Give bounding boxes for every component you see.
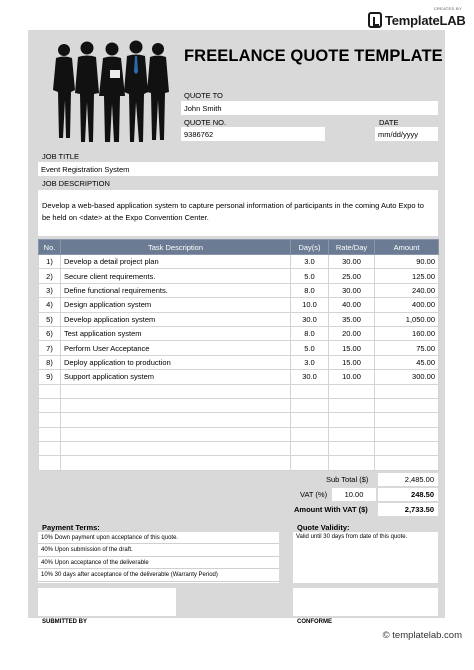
table-row xyxy=(39,384,439,398)
row-number-cell[interactable]: 7) xyxy=(39,341,61,355)
rate-per-day-cell[interactable]: 15.00 xyxy=(329,341,375,355)
task-table xyxy=(38,239,439,471)
task-description-cell[interactable] xyxy=(61,398,291,412)
task-description-cell[interactable]: Perform User Acceptance xyxy=(61,341,291,355)
row-number-cell[interactable]: 8) xyxy=(39,355,61,369)
table-row xyxy=(39,255,439,269)
table-row xyxy=(39,355,439,369)
subtotal-label: Sub Total ($) xyxy=(326,475,369,484)
days-cell[interactable]: 5.0 xyxy=(291,269,329,283)
table-row xyxy=(39,326,439,340)
days-cell[interactable] xyxy=(291,456,329,470)
amount-cell[interactable]: 90.00 xyxy=(375,255,439,269)
amount-cell[interactable]: 400.00 xyxy=(375,298,439,312)
header-rate-per-day: Rate/Day xyxy=(329,240,375,255)
logo-mark-icon xyxy=(368,12,382,28)
days-cell[interactable]: 5.0 xyxy=(291,341,329,355)
footer-copyright: © templatelab.com xyxy=(382,630,462,641)
days-cell[interactable] xyxy=(291,442,329,456)
rate-per-day-cell[interactable]: 10.00 xyxy=(329,370,375,384)
rate-per-day-cell[interactable]: 15.00 xyxy=(329,355,375,369)
submitted-by-signature-box[interactable] xyxy=(38,588,176,616)
header-days: Day(s) xyxy=(291,240,329,255)
task-description-cell[interactable]: Support application system xyxy=(61,370,291,384)
rate-per-day-cell[interactable] xyxy=(329,456,375,470)
rate-per-day-cell[interactable] xyxy=(329,413,375,427)
job-title-field[interactable]: Event Registration System xyxy=(38,162,438,176)
table-row xyxy=(39,442,439,456)
quote-validity-field[interactable]: Valid until 30 days from date of this quote. xyxy=(293,532,438,583)
task-description-cell[interactable]: Define functional requirements. xyxy=(61,283,291,297)
templatelab-logo xyxy=(368,6,464,32)
task-description-cell[interactable]: Deploy application to production xyxy=(61,355,291,369)
row-number-cell[interactable]: 1) xyxy=(39,255,61,269)
row-number-cell[interactable] xyxy=(39,442,61,456)
amount-cell[interactable] xyxy=(375,398,439,412)
rate-per-day-cell[interactable] xyxy=(329,384,375,398)
table-row xyxy=(39,298,439,312)
table-row xyxy=(39,283,439,297)
date-label: DATE xyxy=(379,118,399,127)
rate-per-day-cell[interactable] xyxy=(329,427,375,441)
days-cell[interactable] xyxy=(291,398,329,412)
job-title-label: JOB TITLE xyxy=(42,152,79,161)
task-description-cell[interactable]: Test application system xyxy=(61,326,291,340)
row-number-cell[interactable]: 2) xyxy=(39,269,61,283)
table-row xyxy=(39,398,439,412)
table-row xyxy=(39,341,439,355)
days-cell[interactable]: 30.0 xyxy=(291,312,329,326)
days-cell[interactable]: 3.0 xyxy=(291,255,329,269)
payment-term-line[interactable]: 40% Upon submission of the draft. xyxy=(38,544,279,556)
amount-cell[interactable] xyxy=(375,384,439,398)
job-description-label: JOB DESCRIPTION xyxy=(42,179,110,188)
row-number-cell[interactable]: 5) xyxy=(39,312,61,326)
amount-cell[interactable] xyxy=(375,413,439,427)
row-number-cell[interactable] xyxy=(39,456,61,470)
amount-cell[interactable]: 75.00 xyxy=(375,341,439,355)
row-number-cell[interactable] xyxy=(39,427,61,441)
quote-no-field[interactable]: 9386762 xyxy=(181,127,325,141)
subtotal-value: 2,485.00 xyxy=(378,473,438,486)
table-row xyxy=(39,312,439,326)
task-description-cell[interactable] xyxy=(61,427,291,441)
page-title: FREELANCE QUOTE TEMPLATE xyxy=(184,47,443,65)
conforme-signature-box[interactable] xyxy=(293,588,438,616)
row-number-cell[interactable] xyxy=(39,413,61,427)
total-label: Amount With VAT ($) xyxy=(294,505,368,514)
quote-to-label: QUOTE TO xyxy=(184,91,223,100)
rate-per-day-cell[interactable]: 20.00 xyxy=(329,326,375,340)
header-no: No. xyxy=(39,240,61,255)
amount-cell[interactable]: 45.00 xyxy=(375,355,439,369)
rate-per-day-cell[interactable] xyxy=(329,442,375,456)
days-cell[interactable] xyxy=(291,384,329,398)
task-description-cell[interactable] xyxy=(61,442,291,456)
days-cell[interactable]: 30.0 xyxy=(291,370,329,384)
amount-cell[interactable] xyxy=(375,427,439,441)
job-description-field[interactable]: Develop a web-based application system to capture personal information of participants in the coming Auto Expo to be held on <date> at the Expo Convention Center. xyxy=(38,190,438,236)
task-description-cell[interactable]: Design application system xyxy=(61,298,291,312)
business-people-silhouette-image xyxy=(50,38,170,146)
header-amount: Amount xyxy=(375,240,439,255)
quote-to-field[interactable]: John Smith xyxy=(181,101,438,115)
payment-terms-box xyxy=(38,532,279,583)
amount-cell[interactable]: 160.00 xyxy=(375,326,439,340)
vat-rate-field[interactable]: 10.00 xyxy=(332,488,376,501)
row-number-cell[interactable] xyxy=(39,398,61,412)
total-value: 2,733.50 xyxy=(378,503,438,516)
row-number-cell[interactable]: 9) xyxy=(39,370,61,384)
days-cell[interactable]: 3.0 xyxy=(291,355,329,369)
submitted-by-label: SUBMITTED BY xyxy=(42,619,87,625)
rate-per-day-cell[interactable] xyxy=(329,398,375,412)
table-row xyxy=(39,370,439,384)
rate-per-day-cell[interactable]: 30.00 xyxy=(329,283,375,297)
rate-per-day-cell[interactable]: 40.00 xyxy=(329,298,375,312)
date-field[interactable]: mm/dd/yyyy xyxy=(375,127,438,141)
task-table-header xyxy=(39,240,439,255)
days-cell[interactable]: 8.0 xyxy=(291,283,329,297)
task-description-cell[interactable] xyxy=(61,384,291,398)
logo-wordmark: TemplateLAB xyxy=(385,13,466,28)
days-cell[interactable]: 10.0 xyxy=(291,298,329,312)
payment-term-line[interactable]: 10% Down payment upon acceptance of this quote. xyxy=(38,532,279,544)
payment-term-line[interactable]: 10% 30 days after acceptance of the deliverable (Warranty Period) xyxy=(38,569,279,581)
row-number-cell[interactable]: 4) xyxy=(39,298,61,312)
quote-sheet xyxy=(28,30,445,618)
row-number-cell[interactable] xyxy=(39,384,61,398)
amount-cell[interactable]: 1,050.00 xyxy=(375,312,439,326)
task-description-cell[interactable]: Develop application system xyxy=(61,312,291,326)
rate-per-day-cell[interactable]: 25.00 xyxy=(329,269,375,283)
table-row xyxy=(39,413,439,427)
task-description-cell[interactable] xyxy=(61,413,291,427)
vat-label: VAT (%) xyxy=(300,490,328,499)
logo-created-by: CREATED BY xyxy=(433,6,462,11)
row-number-cell[interactable]: 3) xyxy=(39,283,61,297)
vat-value: 248.50 xyxy=(378,488,438,501)
days-cell[interactable] xyxy=(291,427,329,441)
table-row xyxy=(39,269,439,283)
quote-validity-label: Quote Validity: xyxy=(297,523,350,532)
amount-cell[interactable] xyxy=(375,442,439,456)
task-description-cell[interactable]: Secure client requirements. xyxy=(61,269,291,283)
days-cell[interactable] xyxy=(291,413,329,427)
amount-cell[interactable]: 240.00 xyxy=(375,283,439,297)
rate-per-day-cell[interactable]: 35.00 xyxy=(329,312,375,326)
conforme-label: CONFORME xyxy=(297,619,332,625)
table-row xyxy=(39,456,439,470)
payment-term-line[interactable]: 40% Upon acceptance of the deliverable xyxy=(38,557,279,569)
quote-no-label: QUOTE NO. xyxy=(184,118,227,127)
days-cell[interactable]: 8.0 xyxy=(291,326,329,340)
amount-cell[interactable] xyxy=(375,456,439,470)
amount-cell[interactable]: 300.00 xyxy=(375,370,439,384)
table-row xyxy=(39,427,439,441)
payment-terms-label: Payment Terms: xyxy=(42,523,100,532)
header-task-description: Task Description xyxy=(61,240,291,255)
rate-per-day-cell[interactable]: 30.00 xyxy=(329,255,375,269)
amount-cell[interactable]: 125.00 xyxy=(375,269,439,283)
task-description-cell[interactable] xyxy=(61,456,291,470)
task-description-cell[interactable]: Develop a detail project plan xyxy=(61,255,291,269)
row-number-cell[interactable]: 6) xyxy=(39,326,61,340)
